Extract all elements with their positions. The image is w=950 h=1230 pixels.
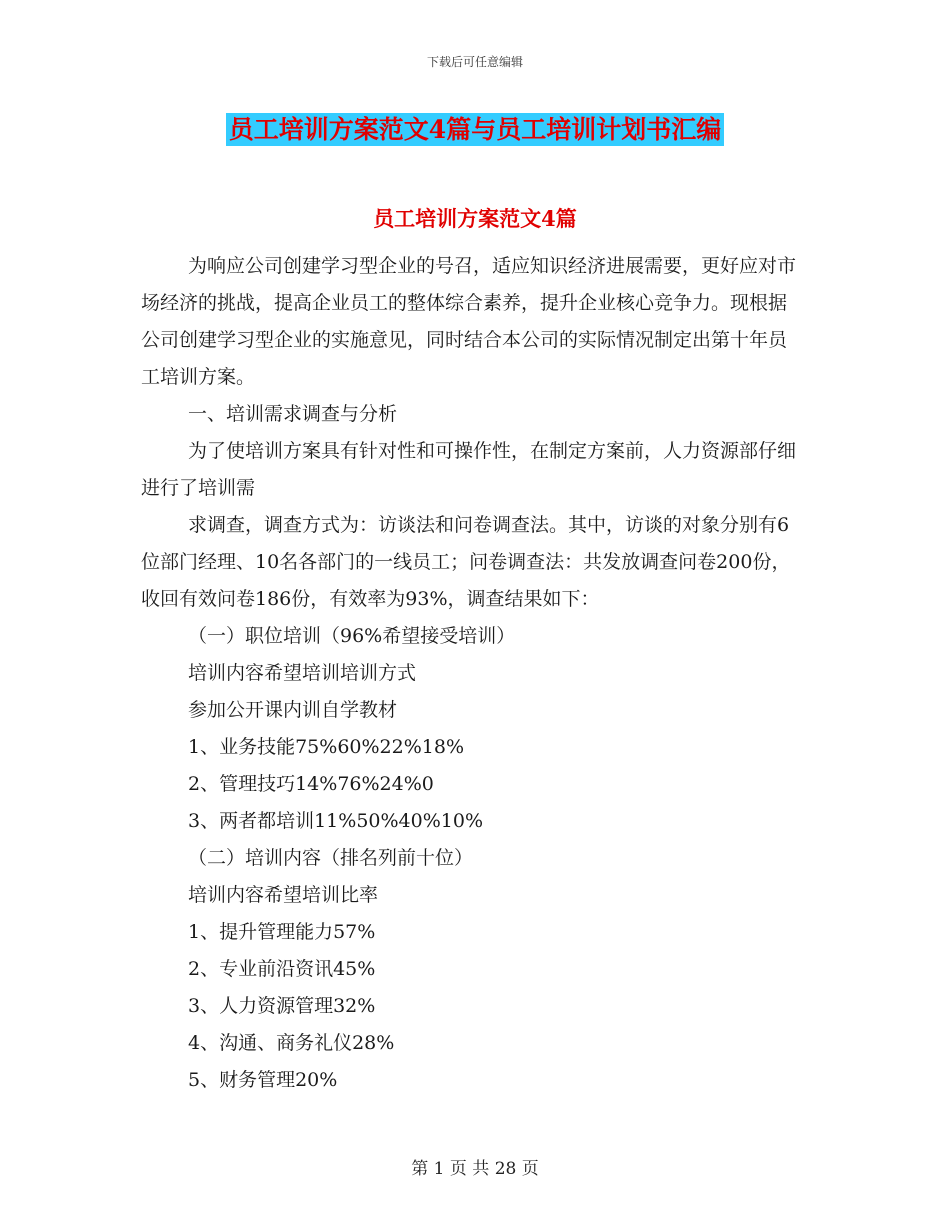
list-item: 2、专业前沿资讯45% <box>188 958 376 980</box>
document-title <box>0 110 950 146</box>
page-footer: 第 1 页 共 28 页 <box>411 1159 539 1179</box>
list-item: 参加公开课内训自学教材 <box>188 699 398 721</box>
header-note: 下载后可任意编辑 <box>426 55 523 69</box>
list-item: 4、沟通、商务礼仪28% <box>188 1032 395 1054</box>
section-heading: 一、培训需求调查与分析 <box>188 403 398 425</box>
list-item: 培训内容希望培训培训方式 <box>188 662 417 684</box>
list-item: 3、人力资源管理32% <box>188 995 376 1017</box>
list-item: 2、管理技巧14%76%24%0 <box>188 773 434 795</box>
intro-paragraph: 为响应公司创建学习型企业的号召，适应知识经济进展需要，更好应对市场经济的挑战，提高企业员工的整体综合素养，提升企业核心竞争力。现根据公司创建学习型企业的实施意见，同时结合本公司的实际情况制定出第十年员工培训方案。 <box>141 255 797 388</box>
list-item: 3、两者都培训11%50%40%10% <box>188 810 484 832</box>
list-item: 1、业务技能75%60%22%18% <box>188 736 465 758</box>
document-title-text: 员工培训方案范文4篇与员工培训计划书汇编 <box>226 113 724 146</box>
section-title: 员工培训方案范文4篇 <box>373 206 577 231</box>
paragraph: 为了使培训方案具有针对性和可操作性，在制定方案前，人力资源部仔细进行了培训需 <box>141 440 797 499</box>
list-item: 1、提升管理能力57% <box>188 921 376 943</box>
document-body <box>141 248 801 1099</box>
subsection-heading: （二）培训内容（排名列前十位） <box>188 847 474 869</box>
list-item: 培训内容希望培训比率 <box>188 884 379 906</box>
paragraph: 求调查，调查方式为：访谈法和问卷调查法。其中，访谈的对象分别有6位部门经理、10名各部门的一线员工；问卷调查法：共发放调查问卷200份，收回有效问卷186份，有效率为93%，调查结果如下： <box>141 514 791 610</box>
subsection-heading: （一）职位培训（96%希望接受培训） <box>188 625 516 647</box>
list-item: 5、财务管理20% <box>188 1069 338 1091</box>
